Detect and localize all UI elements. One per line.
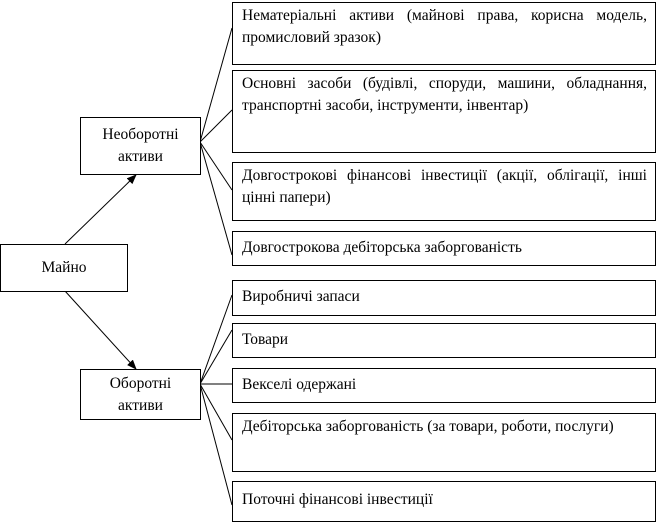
item-node bbox=[232, 323, 656, 358]
group-node-noncurrent bbox=[80, 117, 201, 175]
item-label: Довгострокова дебіторська заборгованість bbox=[242, 239, 522, 256]
item-node bbox=[232, 280, 656, 316]
root-node bbox=[0, 244, 128, 292]
branch-line bbox=[200, 384, 232, 505]
group-node-current bbox=[80, 369, 201, 420]
item-node bbox=[232, 231, 656, 266]
item-label: Векселі одержані bbox=[242, 376, 357, 393]
branch-line bbox=[200, 28, 232, 142]
branch-line bbox=[200, 384, 232, 440]
group-label: Необоротні активи bbox=[102, 126, 179, 165]
item-node bbox=[232, 2, 656, 65]
item-node bbox=[232, 481, 656, 522]
item-label: Нематеріальні активи (майнові права, корисна модель, промисловий зразок) bbox=[242, 7, 647, 46]
arrow-to-noncurrent bbox=[65, 175, 136, 244]
branch-line bbox=[200, 142, 232, 255]
item-node bbox=[232, 162, 656, 221]
item-label: Поточні фінансові інвестиції bbox=[242, 491, 433, 508]
arrow-to-current bbox=[65, 291, 136, 369]
branch-line bbox=[200, 142, 232, 190]
item-label: Товари bbox=[242, 331, 289, 348]
item-label: Виробничі запаси bbox=[242, 288, 360, 305]
item-label: Довгострокові фінансові інвестиції (акції, облігації, інші цінні папери) bbox=[242, 167, 647, 206]
item-label: Основні засоби (будівлі, споруди, машини, обладнання, транспортні засоби, інструменти, інвентар) bbox=[242, 75, 647, 114]
group-label: Оборотні активи bbox=[109, 374, 172, 414]
item-node bbox=[232, 413, 656, 472]
item-label: Дебіторська заборгованість (за товари, роботи, послуги) bbox=[242, 418, 614, 435]
item-node bbox=[232, 70, 656, 153]
branch-line bbox=[200, 295, 232, 384]
root-label: Майно bbox=[41, 259, 87, 276]
item-node bbox=[232, 368, 656, 403]
